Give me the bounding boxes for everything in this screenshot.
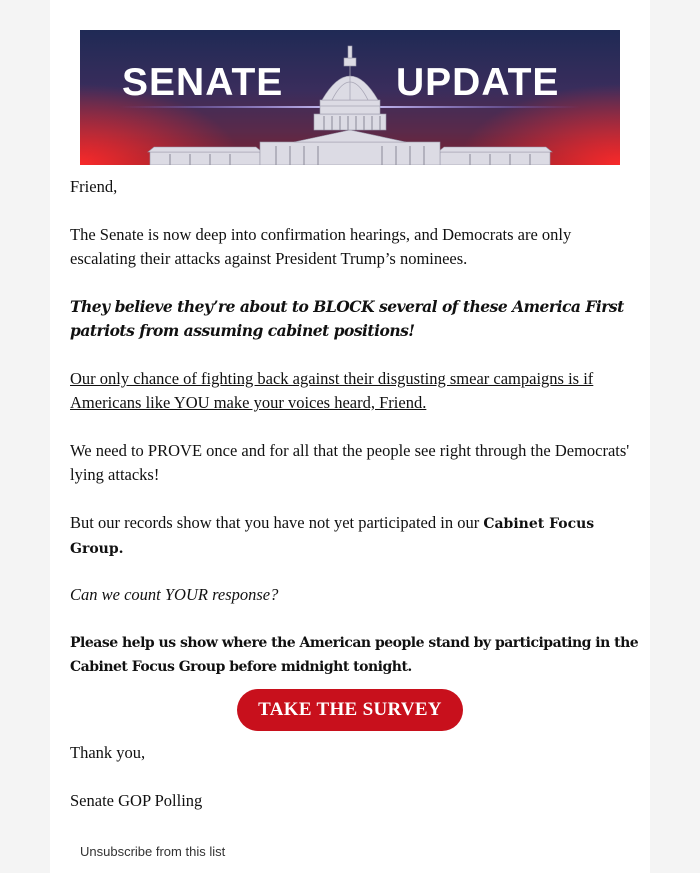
signature: Senate GOP Polling xyxy=(70,791,203,810)
closing: Thank you, xyxy=(70,743,146,762)
cabinet-focus-group-label: Cabinet Focus Group. xyxy=(70,516,595,557)
paragraph-records xyxy=(70,511,640,561)
greeting: Friend, xyxy=(70,177,118,196)
paragraph-block-warning: They believe they’re about to BLOCK several of these America First patriots from assuming cabinet positions! xyxy=(70,297,624,340)
banner-word-update: UPDATE xyxy=(396,61,560,104)
paragraph-call-to-action: Please help us show where the American people stand by participating in the Cabinet Focus Group before midnight tonight. xyxy=(70,635,639,675)
unsubscribe-link[interactable]: Unsubscribe from this list xyxy=(80,844,226,859)
records-text: But our records show that you have not yet participated in our xyxy=(70,513,484,532)
banner-word-senate: SENATE xyxy=(122,61,284,104)
paragraph-confirmation-hearings: The Senate is now deep into confirmation hearings, and Democrats are only escalating their attacks against President Trump’s nominees. xyxy=(70,225,572,268)
senate-update-banner xyxy=(80,30,620,165)
take-survey-button[interactable]: TAKE THE SURVEY xyxy=(237,689,463,731)
paragraph-fight-back-link[interactable]: Our only chance of fighting back against their disgusting smear campaigns is if Americans like YOU make your voices heard, Friend. xyxy=(70,369,594,412)
paragraph-prove: We need to PROVE once and for all that the people see right through the Democrats' lying attacks! xyxy=(70,441,630,484)
paragraph-count-response: Can we count YOUR response? xyxy=(70,585,279,604)
